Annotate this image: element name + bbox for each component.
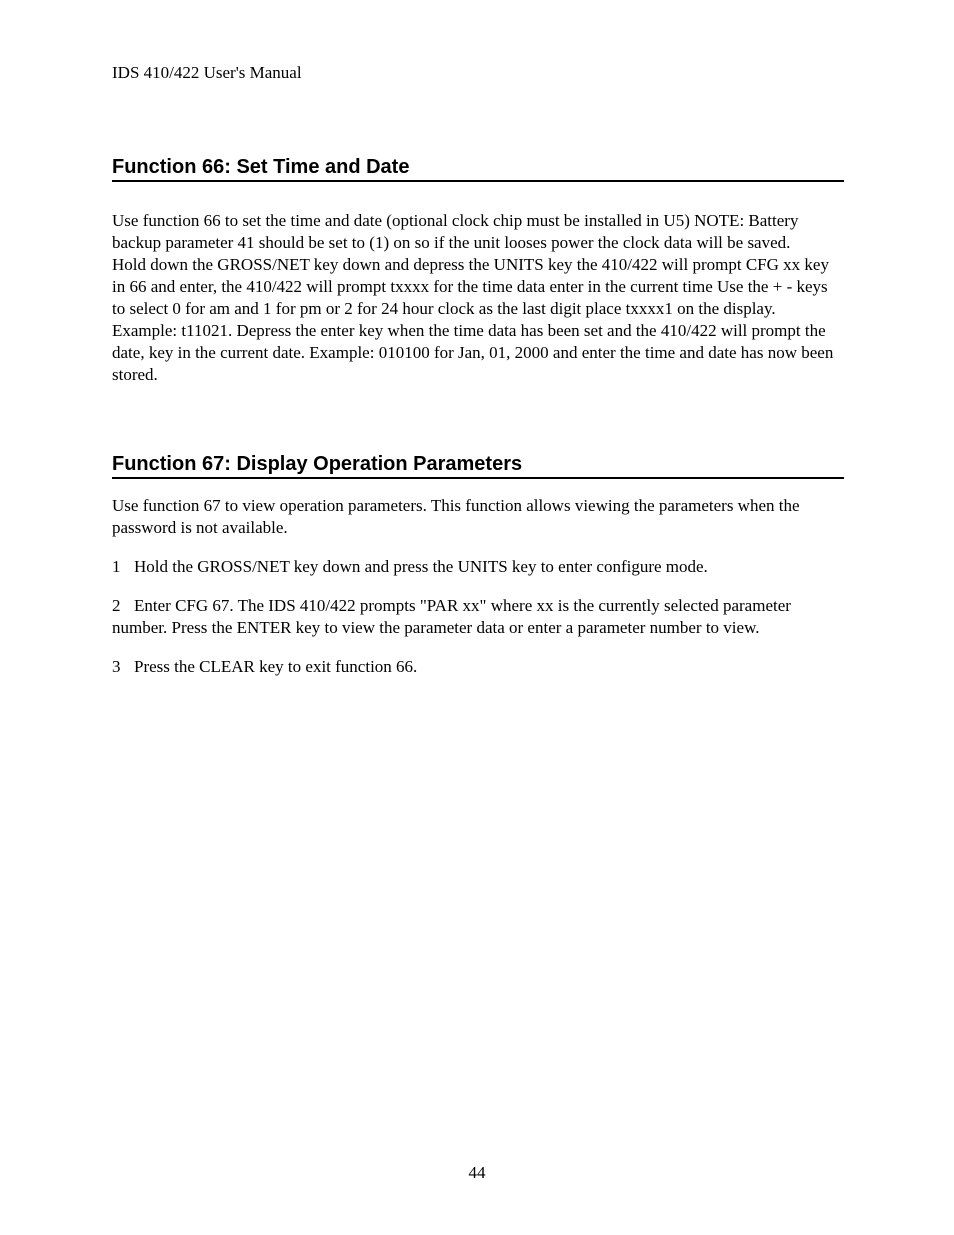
- step-text: Press the CLEAR key to exit function 66.: [134, 657, 418, 676]
- step-text: Enter CFG 67. The IDS 410/422 prompts "PAR xx" where xx is the currently selected parameter number. Press the ENTER key to view the parameter data or enter a parameter number to view.: [112, 596, 791, 637]
- step-item: [112, 656, 844, 678]
- section-function-67: [112, 452, 844, 678]
- section-body: [112, 210, 844, 386]
- section-body: [112, 495, 844, 678]
- section-heading: Function 67: Display Operation Parameters: [112, 452, 844, 479]
- step-number: 3: [112, 657, 121, 676]
- step-item: [112, 595, 844, 639]
- running-header: IDS 410/422 User's Manual: [112, 63, 302, 82]
- section-heading: Function 66: Set Time and Date: [112, 155, 844, 182]
- section-function-66: [112, 155, 844, 386]
- step-text: Hold the GROSS/NET key down and press the UNITS key to enter configure mode.: [134, 557, 708, 576]
- paragraph: Hold down the GROSS/NET key down and depress the UNITS key the 410/422 will prompt CFG xx key in 66 and enter, the 410/422 will prompt txxxx for the time data enter in the current time Use the + - keys to select 0 for am and 1 for pm or 2 for 24 hour clock as the last digit place txxxx1 on the display. Example: t11021. Depress the enter key when the time data has been set and the 410/422 will prompt the date, key in the current date. Example: 010100 for Jan, 01, 2000 and enter the time and date has now been stored.: [112, 255, 834, 384]
- page-number: 44: [468, 1163, 486, 1182]
- paragraph: Use function 66 to set the time and date (optional clock chip must be installed in U5) NOTE: Battery backup parameter 41 should be set to (1) on so if the unit looses power the clock data will be saved.: [112, 211, 799, 252]
- step-number: 2: [112, 596, 121, 615]
- step-item: [112, 556, 844, 578]
- step-number: 1: [112, 557, 121, 576]
- paragraph: Use function 67 to view operation parameters. This function allows viewing the parameters when the password is not available.: [112, 496, 800, 537]
